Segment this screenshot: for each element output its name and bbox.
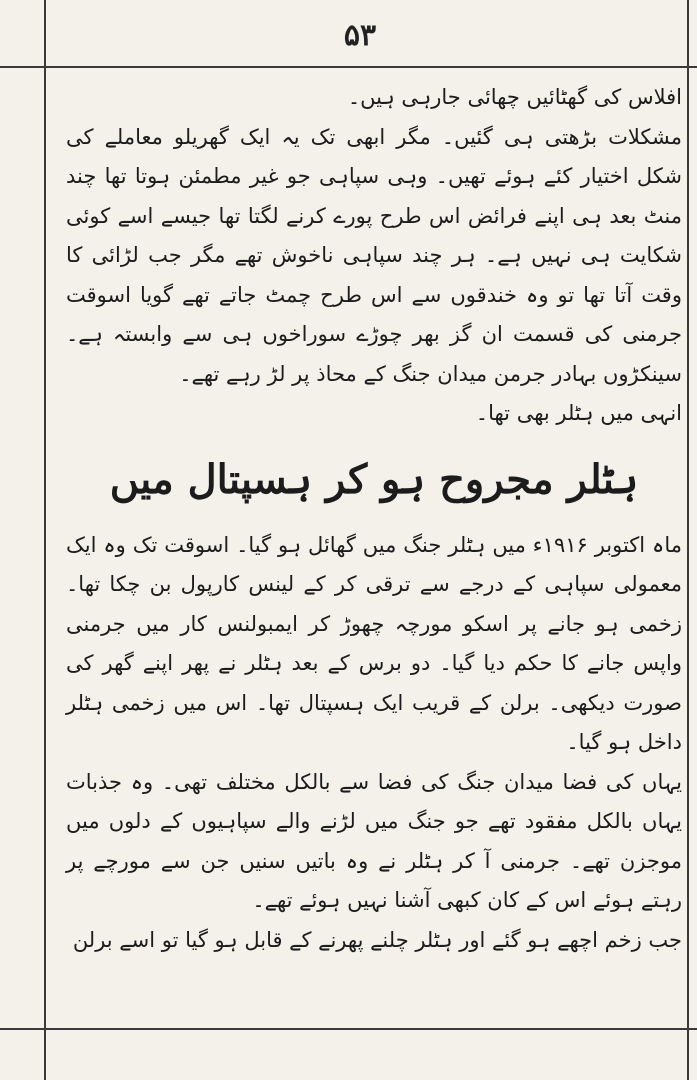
header-rule (0, 66, 697, 68)
left-margin-rule (44, 0, 46, 1080)
page-number: ۵۳ (343, 18, 377, 53)
footer-rule (0, 1028, 697, 1030)
paragraph-recovery: جب زخم اچھے ہو گئے اور ہٹلر چلنے پھرنے کے قابل ہو گیا تو اسے برلن (72, 927, 682, 952)
page-body (66, 78, 682, 960)
paragraph-wounded: ماہ اکتوبر ۱۹۱۶ء میں ہٹلر جنگ میں گھائل ہو گیا۔ اسوقت تک وہ ایک معمولی سپاہی کے درجے سے ترقی کر کے لینس کارپول بن چکا تھا۔ زخمی ہو جانے پر اسکو مورچہ چھوڑ کر ایمبولنس کار میں جرمنی واپس جانے کا حکم دیا گیا۔ دو برس کے بعد ہٹلر نے پھر اپنے گھر کی صورت دیکھی۔ برلن کے قریب ایک ہسپتال تھا۔ اس میں زخمی ہٹلر داخل ہو گیا۔ (66, 532, 682, 754)
right-margin-rule (687, 0, 689, 1080)
paragraph-atmosphere: یہاں کی فضا میدان جنگ کی فضا سے بالکل مختلف تھی۔ وہ جذبات یہاں بالکل مفقود تھے جو جنگ میں لڑنے والے سپاہیوں کے دلوں میں موجزن تھے۔ جرمنی آ کر ہٹلر نے وہ باتیں سنیں جن سے مورچے پر رہتے ہوئے اس کے کان کبھی آشنا نہیں ہوئے تھے۔ (66, 769, 682, 912)
paragraph-poverty: افلاس کی گھٹائیں چھائی جارہی ہیں۔ (347, 85, 682, 109)
paragraph-hitler-among-them: انہی میں ہٹلر بھی تھا۔ (475, 401, 682, 425)
section-heading: ہٹلر مجروح ہو کر ہسپتال میں (109, 455, 639, 503)
paragraph-difficulties: مشکلات بڑھتی ہی گئیں۔ مگر ابھی تک یہ ایک گھریلو معاملے کی شکل اختیار کئے ہوئے تھیں۔ وہی سپاہی جو غیر مطمئن ہوتا تھا چند منٹ بعد ہی اپنے فرائض اس طرح پورے کرنے لگتا تھا جیسے اسے کوئی شکایت ہی نہیں ہے۔ ہر چند سپاہی ناخوش تھے مگر جب لڑائی کا وقت آتا تھا تو وہ خندقوں سے اس طرح چمٹ جاتے تھے گویا اسوقت جرمنی کی قسمت ان گز بھر چوڑے سوراخوں ہی سے وابستہ ہے۔ سینکڑوں بہادر جرمن میدان جنگ کے محاذ پر لڑ رہے تھے۔ (66, 124, 682, 386)
